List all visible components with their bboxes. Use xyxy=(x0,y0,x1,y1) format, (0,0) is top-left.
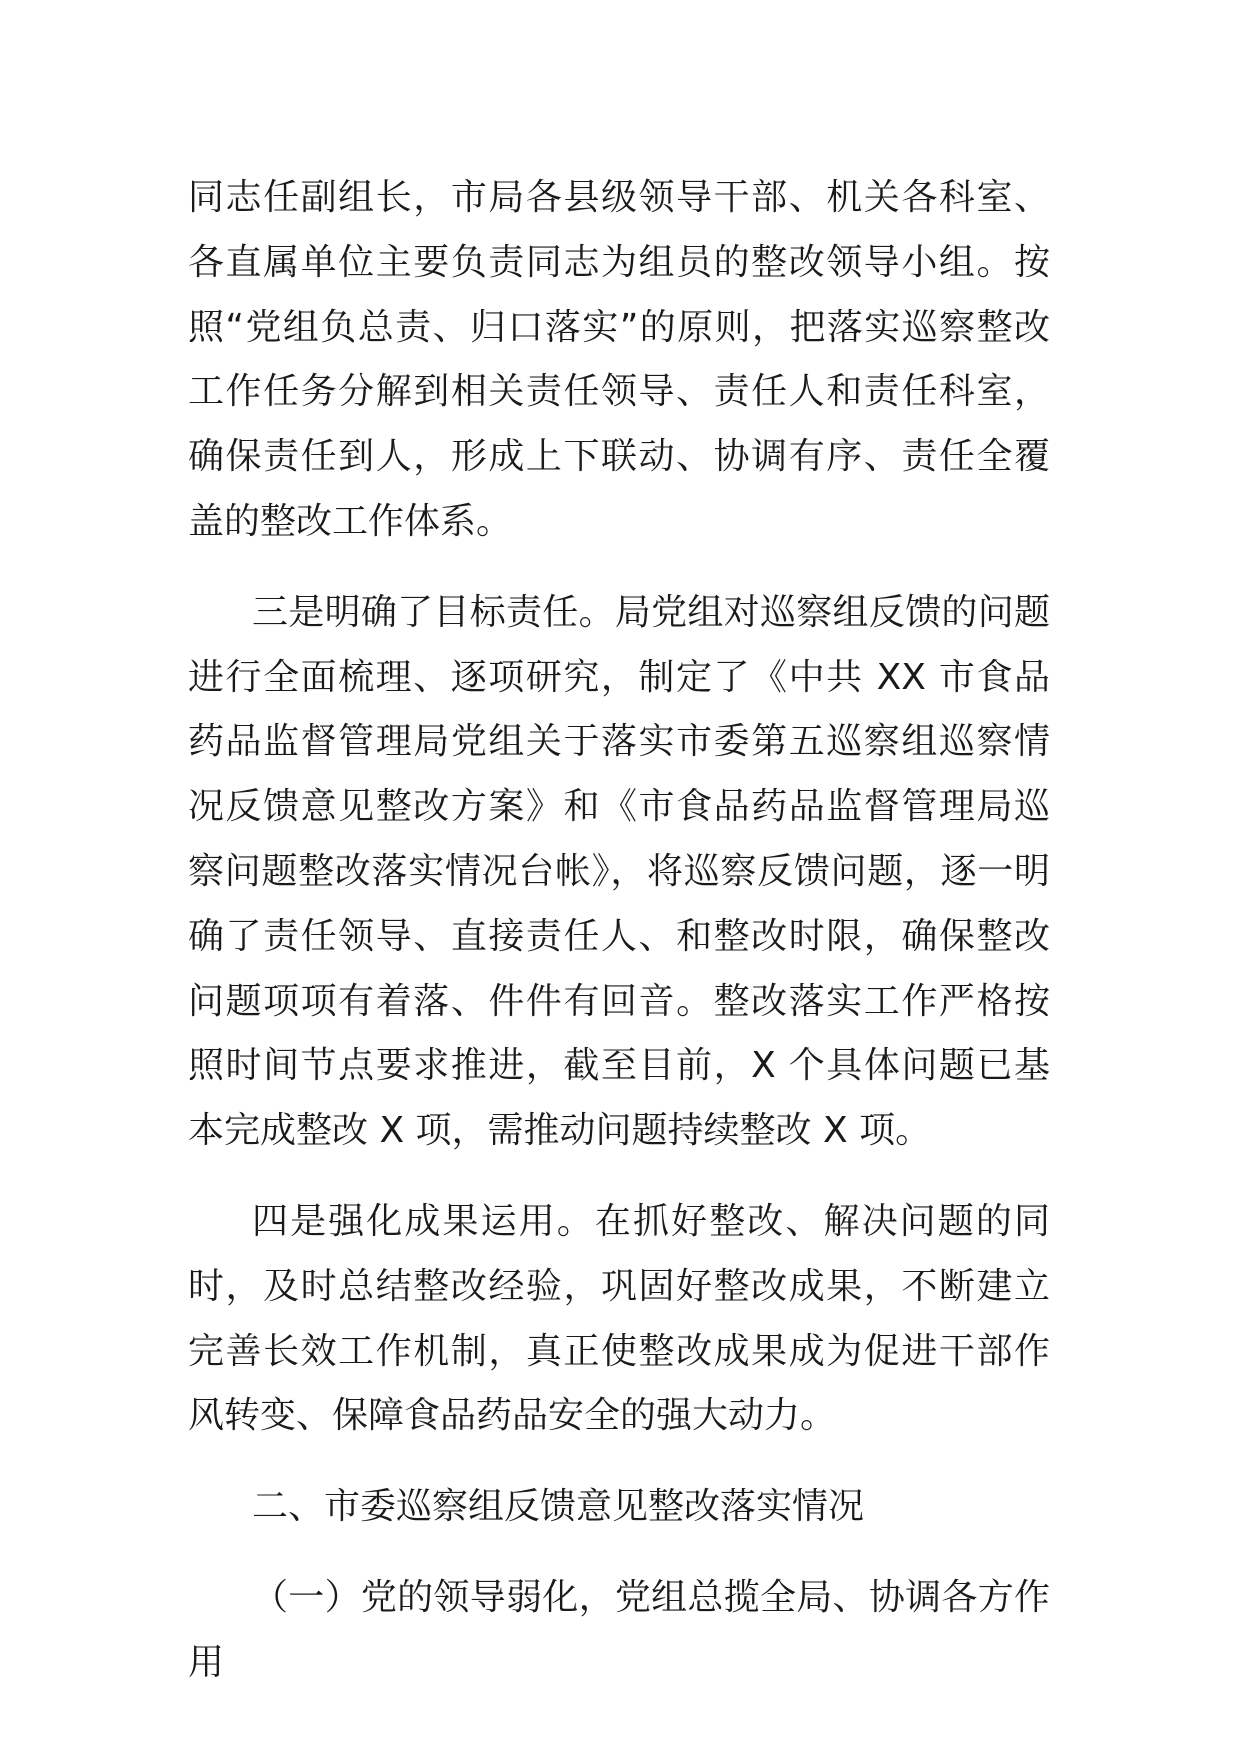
subsection-heading-party-leadership: （一）党的领导弱化，党组总揽全局、协调各方作用 xyxy=(188,1576,1050,1683)
section-heading-rectification-status: 二、市委巡察组反馈意见整改落实情况 xyxy=(252,1486,865,1528)
paragraph-results-application: 四是强化成果运用。在抓好整改、解决问题的同时，及时总结整改经验，巩固好整改成果，不断建立完善长效工作机制，真正使整改成果成为促进干部作风转变、保障食品药品安全的强大动力。 xyxy=(188,1200,1050,1437)
paragraph-continued-leadership-group: 同志任副组长，市局各县级领导干部、机关各科室、各直属单位主要负责同志为组员的整改领导小组。按照“党组负总责、归口落实”的原则，把落实巡察整改工作任务分解到相关责任领导、责任人和责任科室，确保责任到人，形成上下联动、协调有序、责任全覆盖的整改工作体系。 xyxy=(188,177,1050,542)
document-body xyxy=(188,166,1050,1696)
paragraph-target-responsibility: 三是明确了目标责任。局党组对巡察组反馈的问题进行全面梳理、逐项研究，制定了《中共 XX 市食品药品监督管理局党组关于落实市委第五巡察组巡察情况反馈意见整改方案》和《市食品药品监督管理局巡察问题整改落实情况台帐》，将巡察反馈问题，逐一明确了责任领导、直接责任人、和整改时限，确保整改问题项项有着落、件件有回音。整改落实工作严格按照时间节点要求推进，截至目前，X 个具体问题已基本完成整改 X 项，需推动问题持续整改 X 项。 xyxy=(188,591,1050,1152)
